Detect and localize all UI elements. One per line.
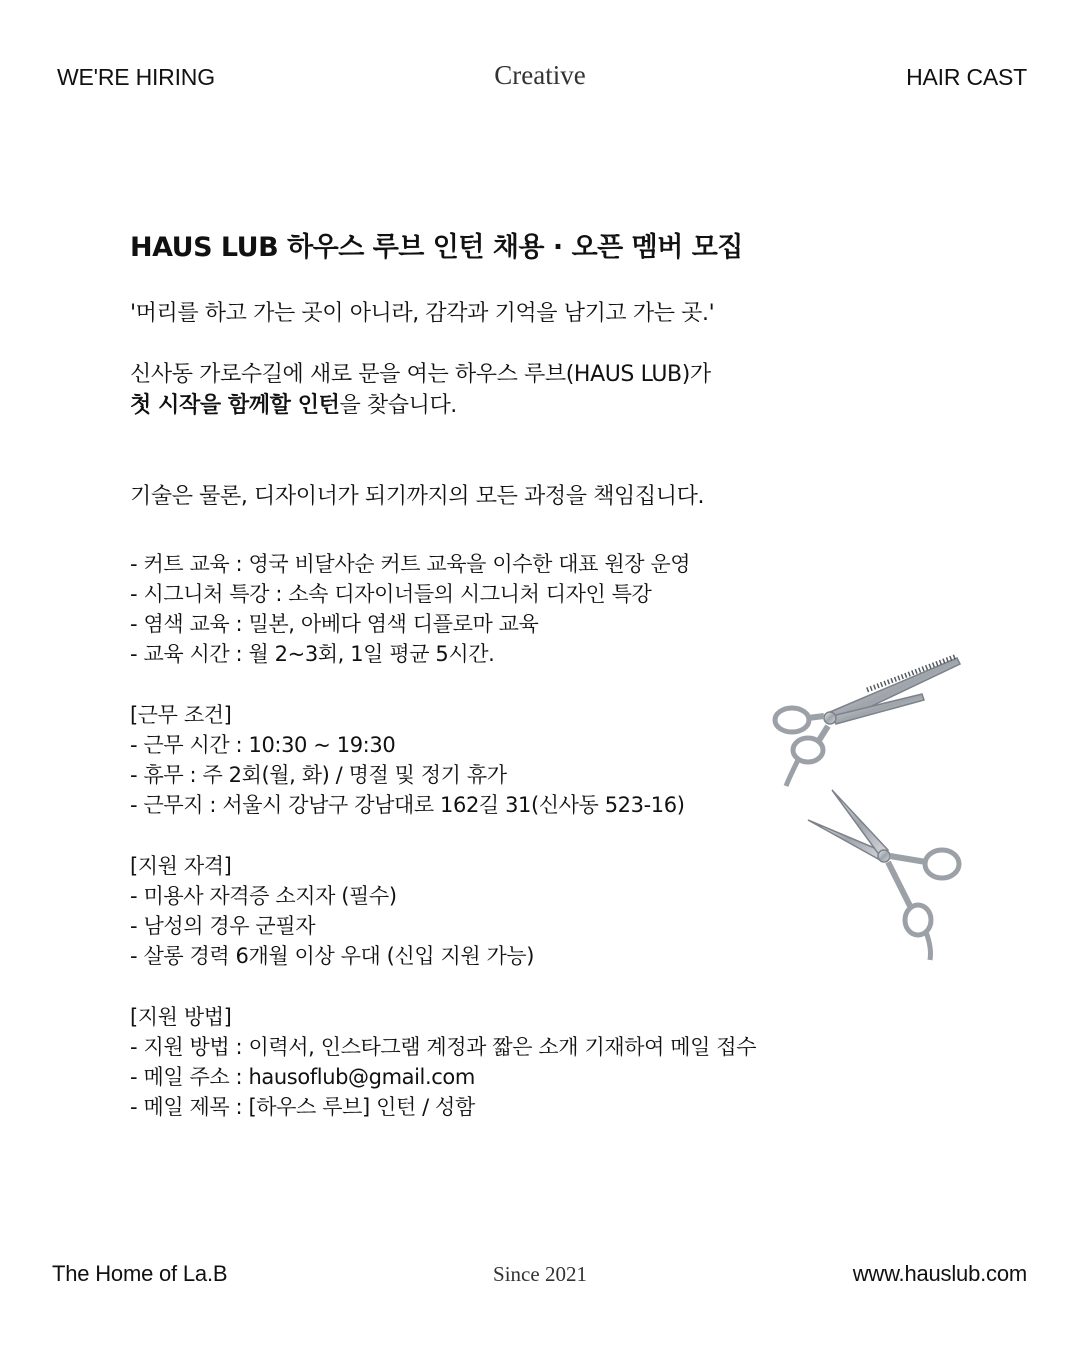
list-item: - 휴무 : 주 2회(월, 화) / 명절 및 정기 휴가 [130,763,507,787]
list-item: - 커트 교육 : 영국 비달사순 커트 교육을 이수한 대표 원장 운영 [130,552,691,576]
conditions-section [130,700,830,820]
list-item: - 지원 방법 : 이력서, 인스타그램 계정과 짧은 소개 기재하여 메일 접수 [130,1035,757,1059]
header-bar [0,58,1080,98]
quote: '머리를 하고 가는 곳이 아니라, 감각과 기억을 남기고 가는 곳.' [130,301,715,326]
intro-line-2 [130,390,830,421]
section-title: [지원 자격] [130,854,232,878]
list-item: - 살롱 경력 6개월 이상 우대 (신입 지원 가능) [130,944,535,968]
brand-label: HAIR CAST [906,64,1027,90]
qualifications-section [130,851,830,971]
education-list [130,549,830,669]
list-item: - 염색 교육 : 밀본, 아베다 염색 디플로마 교육 [130,612,539,636]
list-item: - 교육 시간 : 월 2~3회, 1일 평균 5시간. [130,642,495,666]
section-title: [근무 조건] [130,703,232,727]
list-item: - 메일 제목 : [하우스 루브] 인턴 / 성함 [130,1095,475,1119]
intro-line-2-rest: 을 찾습니다. [339,393,457,418]
list-item: - 시그니처 특강 : 소속 디자이너들의 시그니처 디자인 특강 [130,582,652,606]
section-title: [지원 방법] [130,1005,232,1029]
cutting-shears-icon [808,790,959,960]
intro [130,359,830,421]
intro-line-1: 신사동 가로수길에 새로 문을 여는 하우스 루브(HAUS LUB)가 [130,362,711,387]
scissors-icon [772,650,972,970]
list-item: - 근무지 : 서울시 강남구 강남대로 162길 31(신사동 523-16) [130,793,685,817]
hiring-label: WE'RE HIRING [57,64,215,90]
thinning-shears-icon [775,656,960,786]
email-address: - 메일 주소 : hausoflub@gmail.com [130,1065,475,1089]
website-link[interactable]: www.hauslub.com [852,1261,1027,1286]
list-item: - 미용사 자격증 소지자 (필수) [130,884,397,908]
list-item: - 남성의 경우 군필자 [130,914,316,938]
job-posting [130,228,830,1122]
page-title: HAUS LUB 하우스 루브 인턴 채용 · 오픈 멤버 모집 [130,232,743,263]
list-item: - 근무 시간 : 10:30 ~ 19:30 [130,733,396,757]
footer-bar [0,1254,1080,1294]
intro-highlight: 첫 시작을 함께할 인턴 [130,393,340,418]
tagline: The Home of La.B [52,1261,228,1286]
education-lead: 기술은 물론, 디자이너가 되기까지의 모든 과정을 책임집니다. [130,484,705,509]
education-section [130,481,830,669]
apply-section [130,1002,830,1122]
header-title: Creative [494,60,586,90]
since-label: Since 2021 [493,1262,587,1286]
